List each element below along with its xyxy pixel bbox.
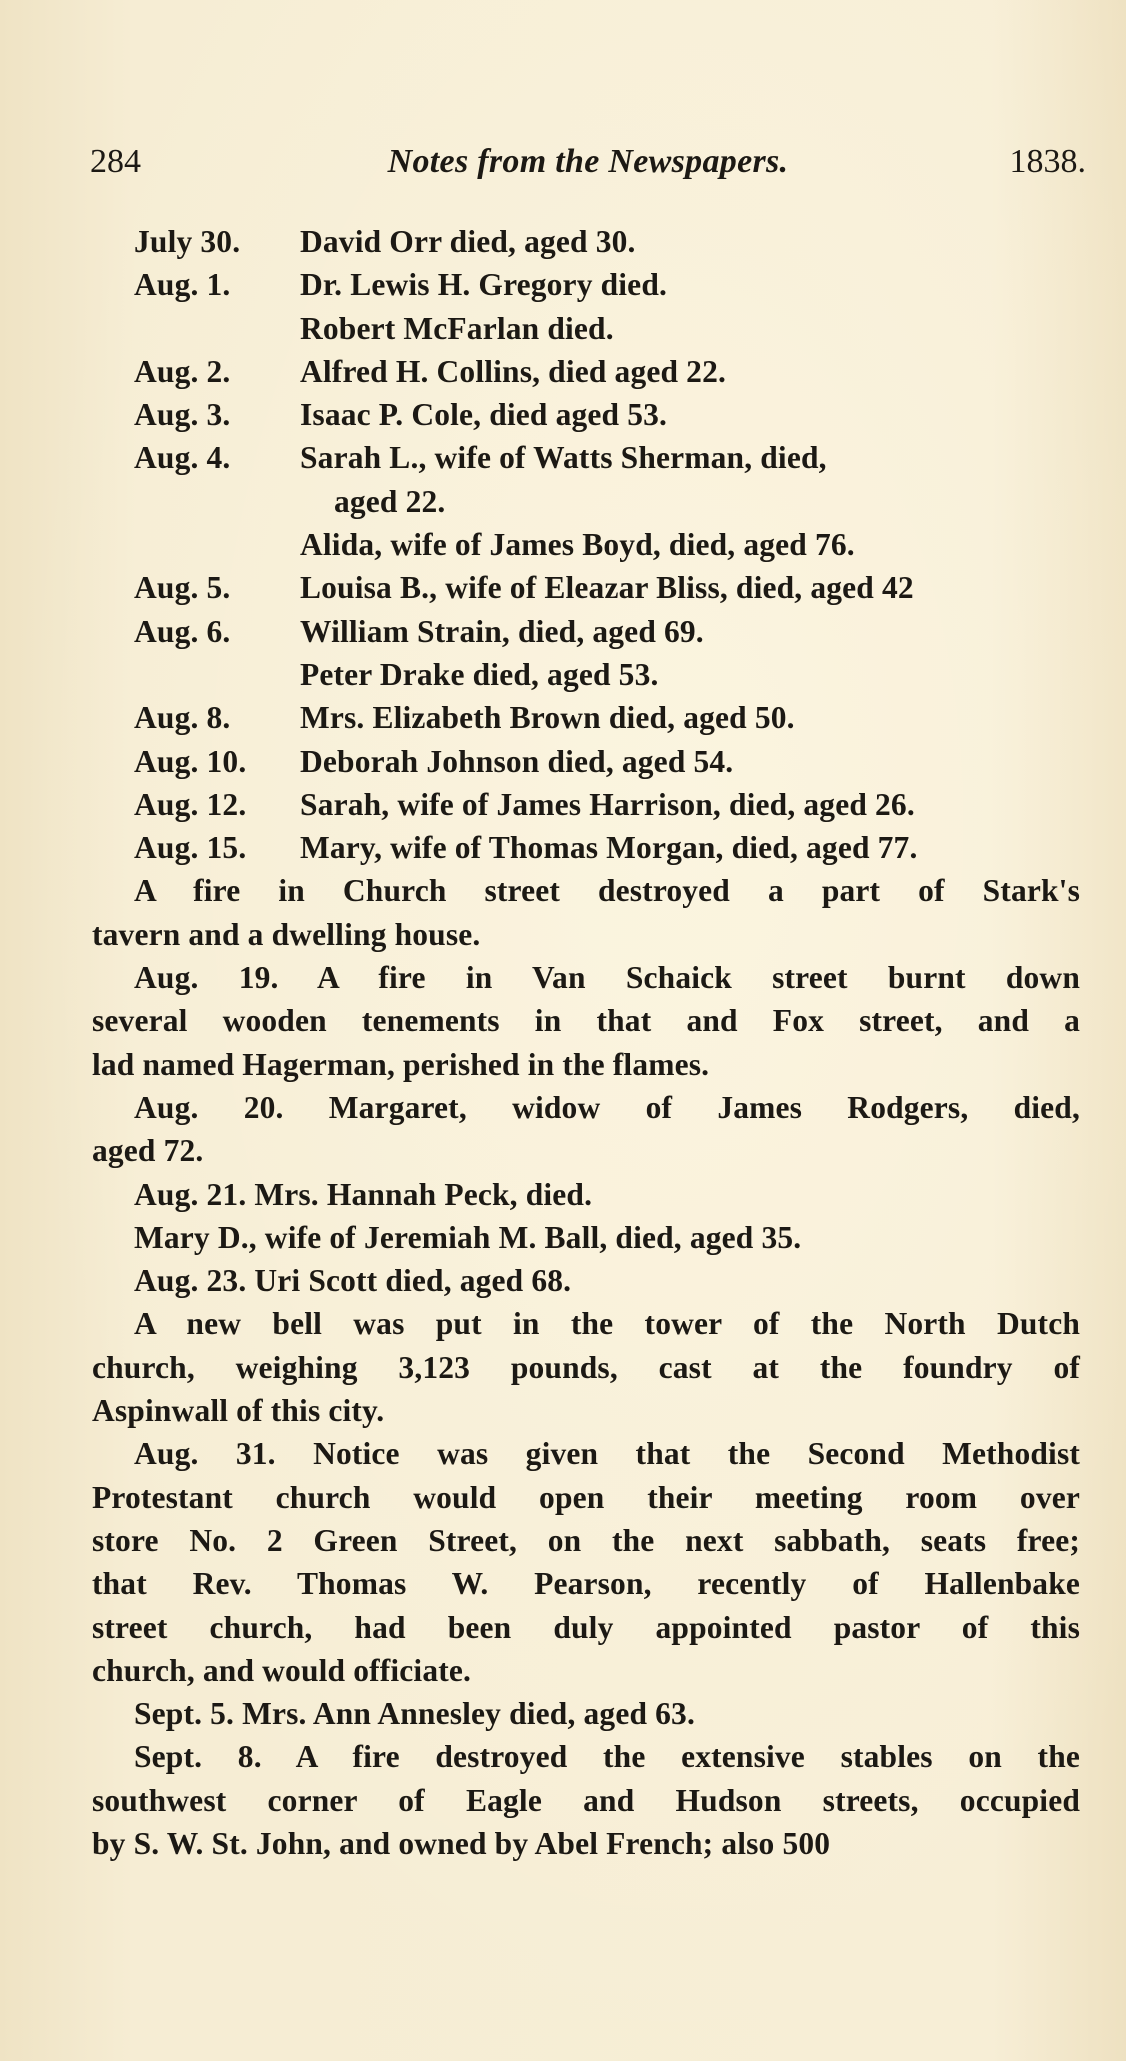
page-number: 284 xyxy=(90,143,141,180)
dated-entries xyxy=(92,220,1080,869)
entry-row xyxy=(92,566,1080,609)
entry-row xyxy=(92,610,1080,653)
entry-row xyxy=(92,263,1080,306)
paragraph-line: street church, had been duly appointed pastor of this xyxy=(92,1609,1080,1645)
paragraph-line: tavern and a dwelling house. xyxy=(92,916,481,952)
entry-text: Alida, wife of James Boyd, died, aged 76. xyxy=(300,527,855,563)
entry-continuation: aged 22. xyxy=(334,483,446,519)
paragraph xyxy=(92,1173,1080,1216)
page-body xyxy=(92,220,1080,1865)
paragraph-line: Aug. 23. Uri Scott died, aged 68. xyxy=(134,1263,572,1299)
entry-date: Aug. 2. xyxy=(134,353,231,389)
entry-row xyxy=(92,350,1080,393)
entry-text: Louisa B., wife of Eleazar Bliss, died, aged 42 xyxy=(300,570,914,606)
entry-date: Aug. 12. xyxy=(134,786,247,822)
entry-text: Sarah, wife of James Harrison, died, aged 26. xyxy=(300,786,915,822)
entry-row xyxy=(92,436,1080,479)
entry-date: Aug. 8. xyxy=(134,700,231,736)
paragraph-line: Aug. 21. Mrs. Hannah Peck, died. xyxy=(134,1176,593,1212)
entry-row xyxy=(92,783,1080,826)
entry-row xyxy=(92,393,1080,436)
paragraph-line: Protestant church would open their meeting room over xyxy=(92,1479,1080,1515)
entry-row xyxy=(92,220,1080,263)
entry-text: Alfred H. Collins, died aged 22. xyxy=(300,353,727,389)
paragraph-line: Sept. 8. A fire destroyed the extensive stables on the xyxy=(134,1739,1080,1775)
entry-date xyxy=(92,653,300,696)
entry-text: Mrs. Elizabeth Brown died, aged 50. xyxy=(300,700,795,736)
entry-text: Isaac P. Cole, died aged 53. xyxy=(300,397,668,433)
entry-row xyxy=(92,307,1080,350)
paragraph xyxy=(92,1259,1080,1302)
paragraph xyxy=(92,869,1080,956)
entry-row xyxy=(92,696,1080,739)
entry-row xyxy=(92,523,1080,566)
paragraph xyxy=(92,1302,1080,1432)
entry-date xyxy=(92,307,300,350)
entry-text: Sarah L., wife of Watts Sherman, died, xyxy=(300,440,827,476)
entry-text: Robert McFarlan died. xyxy=(300,310,614,346)
paragraph-line: lad named Hagerman, perished in the flames. xyxy=(92,1046,710,1082)
paragraph-line: by S. W. St. John, and owned by Abel French; also 500 xyxy=(92,1825,831,1861)
paragraph xyxy=(92,956,1080,1086)
entry-text: Mary, wife of Thomas Morgan, died, aged 77. xyxy=(300,830,918,866)
entry-continuation-row xyxy=(92,480,1080,523)
paragraph-line: southwest corner of Eagle and Hudson streets, occupied xyxy=(92,1782,1080,1818)
paragraph-line: Aspinwall of this city. xyxy=(92,1393,385,1429)
entry-date-empty xyxy=(92,480,300,523)
entry-date xyxy=(92,523,300,566)
header-year: 1838. xyxy=(1009,143,1086,180)
paragraph xyxy=(92,1432,1080,1692)
entry-date: Aug. 6. xyxy=(134,613,231,649)
paragraphs xyxy=(92,869,1080,1865)
entry-date: Aug. 15. xyxy=(134,830,247,866)
entry-row xyxy=(92,740,1080,783)
paragraph-line: Sept. 5. Mrs. Ann Annesley died, aged 63. xyxy=(134,1696,695,1732)
paragraph-line: that Rev. Thomas W. Pearson, recently of Hallenbake xyxy=(92,1566,1080,1602)
entry-date: Aug. 5. xyxy=(134,570,231,606)
entry-row xyxy=(92,653,1080,696)
running-header xyxy=(90,143,1086,193)
paragraph-line: A new bell was put in the tower of the North Dutch xyxy=(134,1306,1080,1342)
paragraph xyxy=(92,1692,1080,1735)
entry-row xyxy=(92,826,1080,869)
paragraph-line: Mary D., wife of Jeremiah M. Ball, died, aged 35. xyxy=(134,1219,802,1255)
entry-text: Dr. Lewis H. Gregory died. xyxy=(300,267,668,303)
entry-date: Aug. 4. xyxy=(134,440,231,476)
paragraph-line: Aug. 20. Margaret, widow of James Rodgers, died, xyxy=(134,1089,1080,1125)
paragraph-line: store No. 2 Green Street, on the next sabbath, seats free; xyxy=(92,1522,1080,1558)
paragraph-line: church, and would officiate. xyxy=(92,1652,472,1688)
entry-text: Deborah Johnson died, aged 54. xyxy=(300,743,734,779)
paragraph-line: aged 72. xyxy=(92,1133,204,1169)
paragraph-line: several wooden tenements in that and Fox street, and a xyxy=(92,1003,1080,1039)
paragraph xyxy=(92,1086,1080,1173)
entry-date: July 30. xyxy=(134,224,241,259)
entry-text: David Orr died, aged 30. xyxy=(300,224,636,259)
paragraph-line: Aug. 19. A fire in Van Schaick street burnt down xyxy=(134,960,1080,996)
entry-date: Aug. 3. xyxy=(134,397,231,433)
entry-text: Peter Drake died, aged 53. xyxy=(300,656,659,692)
entry-date: Aug. 10. xyxy=(134,743,247,779)
entry-text: William Strain, died, aged 69. xyxy=(300,613,704,649)
running-title: Notes from the Newspapers. xyxy=(387,143,789,180)
paragraph-line: Aug. 31. Notice was given that the Second Methodist xyxy=(134,1436,1080,1472)
paragraph-line: church, weighing 3,123 pounds, cast at the foundry of xyxy=(92,1349,1080,1385)
paragraph-line: A fire in Church street destroyed a part of Stark's xyxy=(134,873,1080,909)
entry-date: Aug. 1. xyxy=(134,267,231,303)
paragraph xyxy=(92,1216,1080,1259)
paragraph xyxy=(92,1735,1080,1865)
